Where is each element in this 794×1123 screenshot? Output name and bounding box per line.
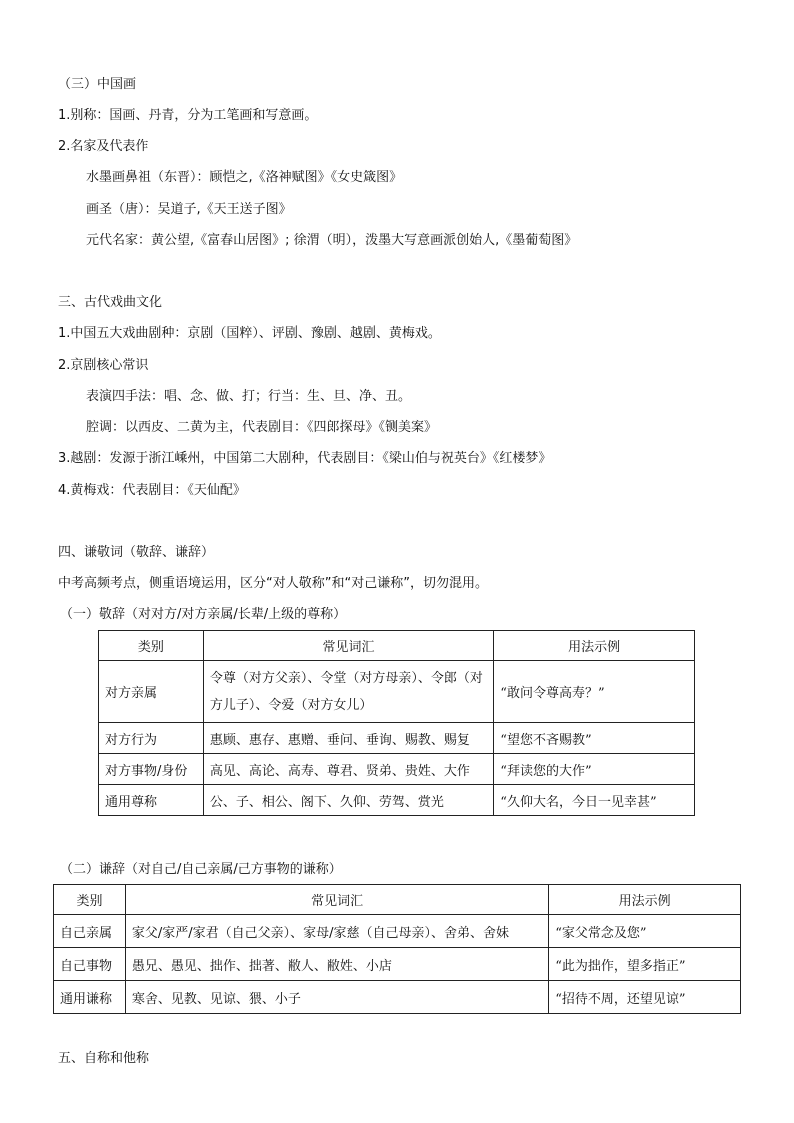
table-cell: 自己亲属 xyxy=(54,915,126,948)
table-header: 类别 xyxy=(99,631,204,661)
list-item: 2.京剧核心常识 xyxy=(58,358,149,373)
table-cell: “招待不周，还望见谅” xyxy=(549,981,741,1014)
table-row xyxy=(99,785,695,816)
subsection-heading: （一）敬辞（对对方/对方亲属/长辈/上级的尊称） xyxy=(60,607,347,622)
list-item: 水墨画鼻祖（东晋）：顾恺之,《洛神赋图》《女史箴图》 xyxy=(86,170,403,185)
list-item: 3.越剧：发源于浙江嵊州，中国第二大剧种，代表剧目：《梁山伯与祝英台》《红楼梦》 xyxy=(58,451,552,466)
table-row xyxy=(54,915,741,948)
table-header-row xyxy=(99,631,695,661)
table-cell: “敢问令尊高寿？” xyxy=(494,661,695,723)
table-row xyxy=(99,754,695,785)
table-row xyxy=(99,723,695,754)
list-item: 1.中国五大戏曲剧种：京剧（国粹）、评剧、豫剧、越剧、黄梅戏。 xyxy=(58,326,441,341)
table-row xyxy=(54,948,741,981)
section-heading: 五、自称和他称 xyxy=(58,1051,150,1066)
table-row xyxy=(54,981,741,1014)
table-cell: “拜读您的大作” xyxy=(494,754,695,785)
table-header-row xyxy=(54,885,741,915)
list-item: 表演四手法：唱、念、做、打；行当：生、旦、净、丑。 xyxy=(86,389,412,404)
table-cell: 通用谦称 xyxy=(54,981,126,1014)
intro-text: 中考高频考点，侧重语境运用，区分“对人敬称”和“对己谦称”，切勿混用。 xyxy=(58,576,488,591)
table-row xyxy=(99,661,695,723)
list-item: 4.黄梅戏：代表剧目：《天仙配》 xyxy=(58,483,246,498)
table-cell: “久仰大名，今日一见幸甚” xyxy=(494,785,695,816)
table-header: 常见词汇 xyxy=(203,631,493,661)
subsection-heading: （二）谦辞（对自己/自己亲属/己方事物的谦称） xyxy=(60,862,342,877)
honorific-table xyxy=(98,630,695,816)
table-cell: 公、子、相公、阁下、久仰、劳驾、赏光 xyxy=(203,785,493,816)
table-cell: “望您不吝赐教” xyxy=(494,723,695,754)
table-cell: 寒舍、见教、见谅、猥、小子 xyxy=(125,981,548,1014)
table-header: 用法示例 xyxy=(549,885,741,915)
table-header: 常见词汇 xyxy=(125,885,548,915)
list-item: 画圣（唐）：吴道子,《天王送子图》 xyxy=(86,202,292,217)
section-heading: （三）中国画 xyxy=(58,77,137,92)
table-cell: 对方事物/身份 xyxy=(99,754,204,785)
table-cell: “家父常念及您” xyxy=(549,915,741,948)
section-heading: 三、古代戏曲文化 xyxy=(58,295,163,310)
table-cell: 对方亲属 xyxy=(99,661,204,723)
table-header: 用法示例 xyxy=(494,631,695,661)
table-cell: 对方行为 xyxy=(99,723,204,754)
table-cell: 家父/家严/家君（自己父亲）、家母/家慈（自己母亲）、舍弟、舍妹 xyxy=(125,915,548,948)
list-item: 2.名家及代表作 xyxy=(58,139,149,154)
section-heading: 四、谦敬词（敬辞、谦辞） xyxy=(58,545,215,560)
table-cell: 通用尊称 xyxy=(99,785,204,816)
table-header: 类别 xyxy=(54,885,126,915)
table-cell: “此为拙作，望多指正” xyxy=(549,948,741,981)
table-cell: 高见、高论、高寿、尊君、贤弟、贵姓、大作 xyxy=(203,754,493,785)
list-item: 腔调：以西皮、二黄为主，代表剧目：《四郎探母》《铡美案》 xyxy=(86,420,438,435)
list-item: 元代名家：黄公望,《富春山居图》; 徐渭（明），泼墨大写意画派创始人,《墨葡萄图》 xyxy=(86,233,578,248)
humble-table xyxy=(53,884,741,1014)
table-cell: 惠顾、惠存、惠赠、垂问、垂询、赐教、赐复 xyxy=(203,723,493,754)
table-cell: 令尊（对方父亲）、令堂（对方母亲）、令郎（对方儿子）、令爱（对方女儿） xyxy=(203,661,493,723)
table-cell: 愚兄、愚见、拙作、拙著、敝人、敝姓、小店 xyxy=(125,948,548,981)
table-cell: 自己事物 xyxy=(54,948,126,981)
list-item: 1.别称：国画、丹青，分为工笔画和写意画。 xyxy=(58,108,318,123)
